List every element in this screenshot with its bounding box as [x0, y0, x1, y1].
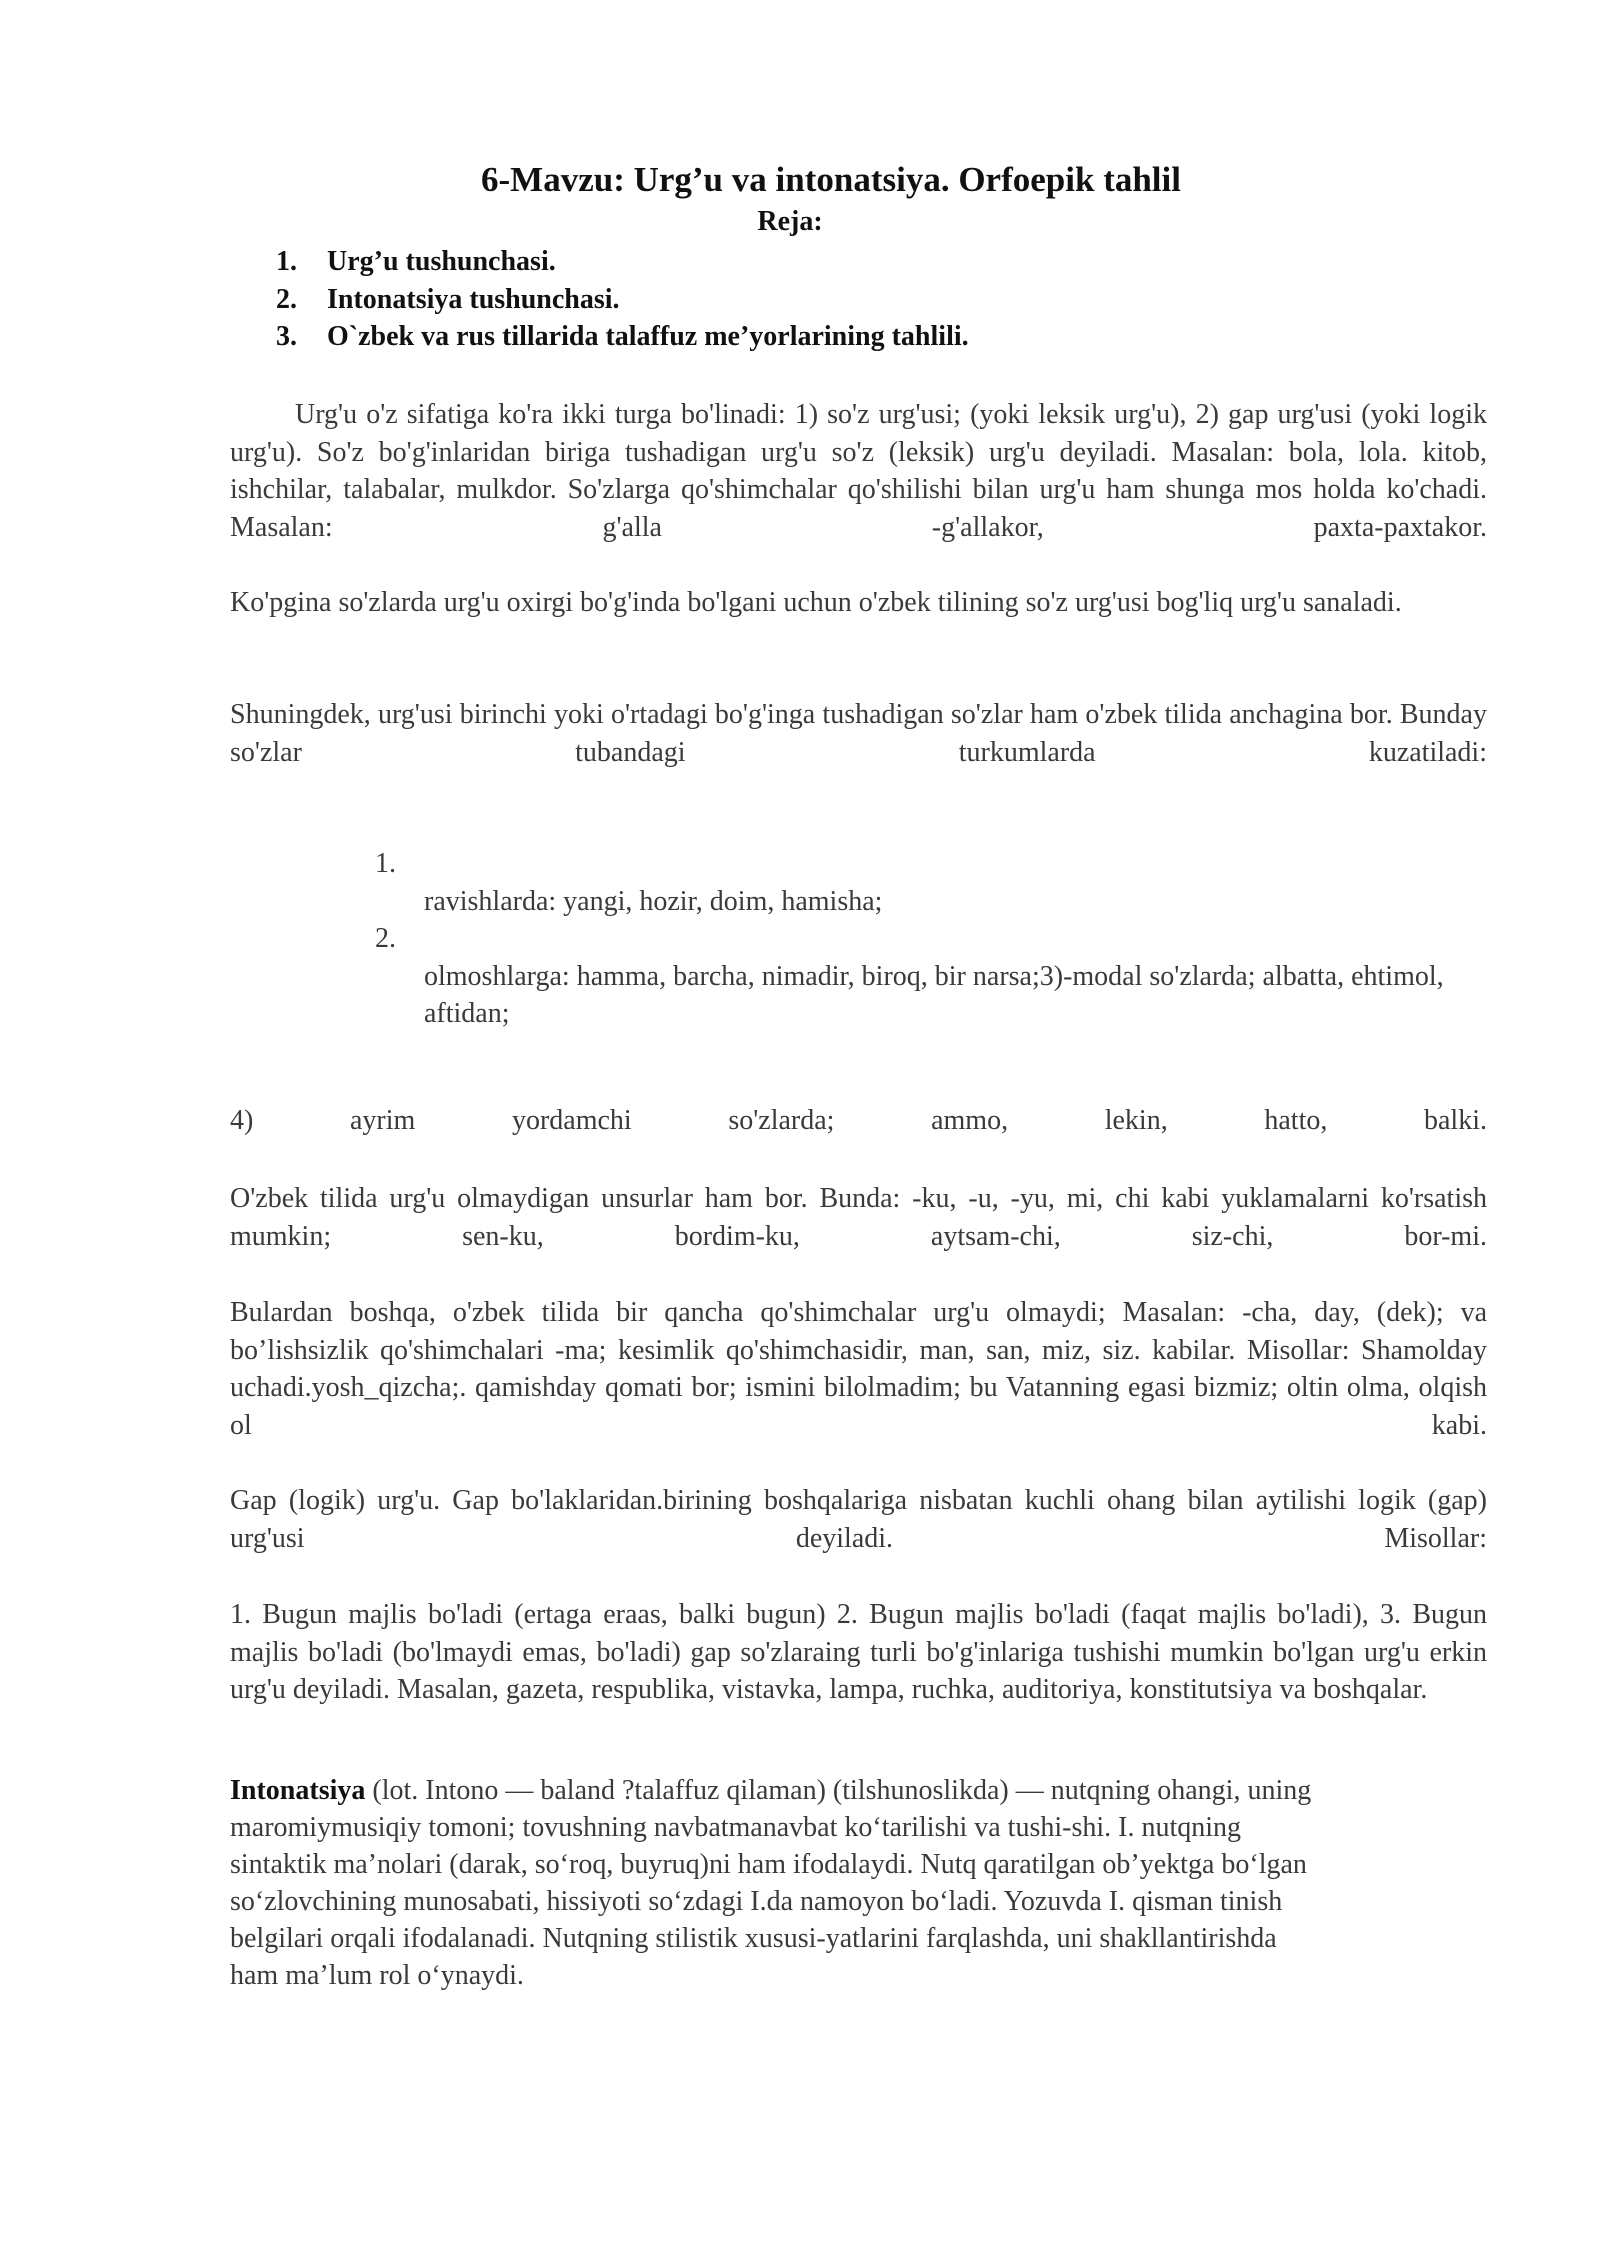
- list-item-text: olmoshlarga: hamma, barcha, nimadir, biroq, bir narsa;3)-modal so'zlarda; albatta, ehtimol, aftidan;: [424, 960, 1444, 1029]
- plan-item-number: 3.: [276, 321, 297, 352]
- plan-item: [276, 318, 969, 356]
- paragraph-examples: 1. Bugun majlis bo'ladi (ertaga eraas, balki bugun) 2. Bugun majlis bo'ladi (faqat majlis bo'ladi), 3. Bugun majlis bo'ladi (bo'lmaydi emas, bo'ladi) gap so'zlaraing turli bo'g'inlariga tushishi mumkin bo'lgan urg'u erkin urg'u deyiladi. Masalan, gazeta, respublika, vistavka, lampa, ruchka, auditoriya, konstitutsiya va boshqalar.: [230, 1599, 1487, 1705]
- paragraph-unstressed-suffixes: Bulardan boshqa, o'zbek tilida bir qancha qo'shimchalar urg'u olmaydi; Masalan: -cha, day, (dek); va bo’lishsizlik qo'shimchalari -ma; kesimlik qo'shimchasidir, man, san, miz, siz. kabilar. Misollar: Shamolday uchadi.yosh_qizcha;. qamishday qomati bor; ismini bilolmadim; bu Vatanning egasi bizmiz; oltin olma, olqish ol kabi.: [230, 1297, 1487, 1441]
- intonatsiya-line-text: (lot. Intono — baland ?talaffuz qilaman) (tilshunoslikda) — nutqning ohangi, uning: [365, 1775, 1312, 1806]
- list-item-number: 2.: [375, 923, 396, 954]
- plan-item-number: 1.: [276, 246, 297, 277]
- paragraph-unstressed-units: O'zbek tilida urg'u olmaydigan unsurlar ham bor. Bunda: -ku, -u, -yu, mi, chi kabi yuklamalarni ko'rsatish mumkin; sen-ku, bordim-ku, aytsam-chi, siz-chi, bor-mi.: [230, 1183, 1487, 1252]
- paragraph-final-syllable: Ko'pgina so'zlarda urg'u oxirgi bo'g'inda bo'lgani uchun o'zbek tilining so'z urg'usi bog'liq urg'u sanaladi.: [230, 587, 1402, 618]
- intonatsiya-line: maromiymusiqiy tomoni; tovushning navbatmanavbat ko‘tarilishi va tushi-shi. I. nutqning: [230, 1812, 1242, 1843]
- intonatsiya-term: Intonatsiya: [230, 1775, 366, 1806]
- plan-item: [276, 281, 969, 319]
- plan-list: [276, 243, 969, 356]
- paragraph-logical-stress: Gap (logik) urg'u. Gap bo'laklaridan.birining boshqalariga nisbatan kuchli ohang bilan aytilishi logik (gap) urg'usi deyiladi. Misollar:: [230, 1485, 1487, 1554]
- intonatsiya-line: sintaktik ma’nolari (darak, so‘roq, buyruq)ni ham ifodalaydi. Nutq qaratilgan ob’yektga bo‘lgan: [230, 1849, 1307, 1880]
- plan-item: [276, 243, 969, 281]
- intonatsiya-line: ham ma’lum rol o‘ynaydi.: [230, 1960, 524, 1991]
- plan-item-text: Intonatsiya tushunchasi.: [327, 283, 620, 315]
- paragraph-first-syllable: Shuningdek, urg'usi birinchi yoki o'rtadagi bo'g'inga tushadigan so'zlar ham o'zbek tilida anchagina bor. Bunday so'zlar tubandagi turkumlarda kuzatiladi:: [230, 699, 1487, 768]
- paragraph-auxiliary-words: 4) ayrim yordamchi so'zlarda; ammo, lekin, hatto, balki.: [230, 1105, 1487, 1136]
- word-class-list: [375, 845, 1487, 1033]
- page-title: 6-Mavzu: Urg’u va intonatsiya. Orfoepik tahlil: [481, 160, 1181, 199]
- intonatsiya-line: belgilari orqali ifodalanadi. Nutqning stilistik xususi-yatlarini farqlashda, uni shakllantirishda: [230, 1923, 1277, 1954]
- list-item-number: 1.: [375, 848, 396, 879]
- plan-heading: Reja:: [757, 206, 823, 237]
- intonatsiya-line: [230, 1772, 1487, 1809]
- paragraph-intonatsiya: [230, 1772, 1487, 1994]
- plan-item-text: O`zbek va rus tillarida talaffuz me’yorlarining tahlili.: [327, 321, 969, 352]
- paragraph-stress-types: Urg'u o'z sifatiga ko'ra ikki turga bo'linadi: 1) so'z urg'usi; (yoki leksik urg'u), 2) gap urg'usi (yoki logik urg'u). So'z bo'g'inlaridan biriga tushadigan urg'u so'z (leksik) urg'u deyiladi. Masalan: bola, lola. kitob, ishchilar, talabalar, mulkdor. So'zlarga qo'shimchalar qo'shilishi bilan urg'u ham shunga mos holda ko'chadi. Masalan: g'alla -g'allakor, paxta-paxtakor.: [230, 399, 1487, 543]
- plan-item-number: 2.: [276, 283, 297, 315]
- plan-item-text: Urg’u tushunchasi.: [327, 246, 556, 277]
- list-item-text: ravishlarda: yangi, hozir, doim, hamisha;: [424, 885, 883, 917]
- intonatsiya-line: so‘zlovchining munosabati, hissiyoti so‘zdagi I.da namoyon bo‘ladi. Yozuvda I. qisman tinish: [230, 1886, 1283, 1917]
